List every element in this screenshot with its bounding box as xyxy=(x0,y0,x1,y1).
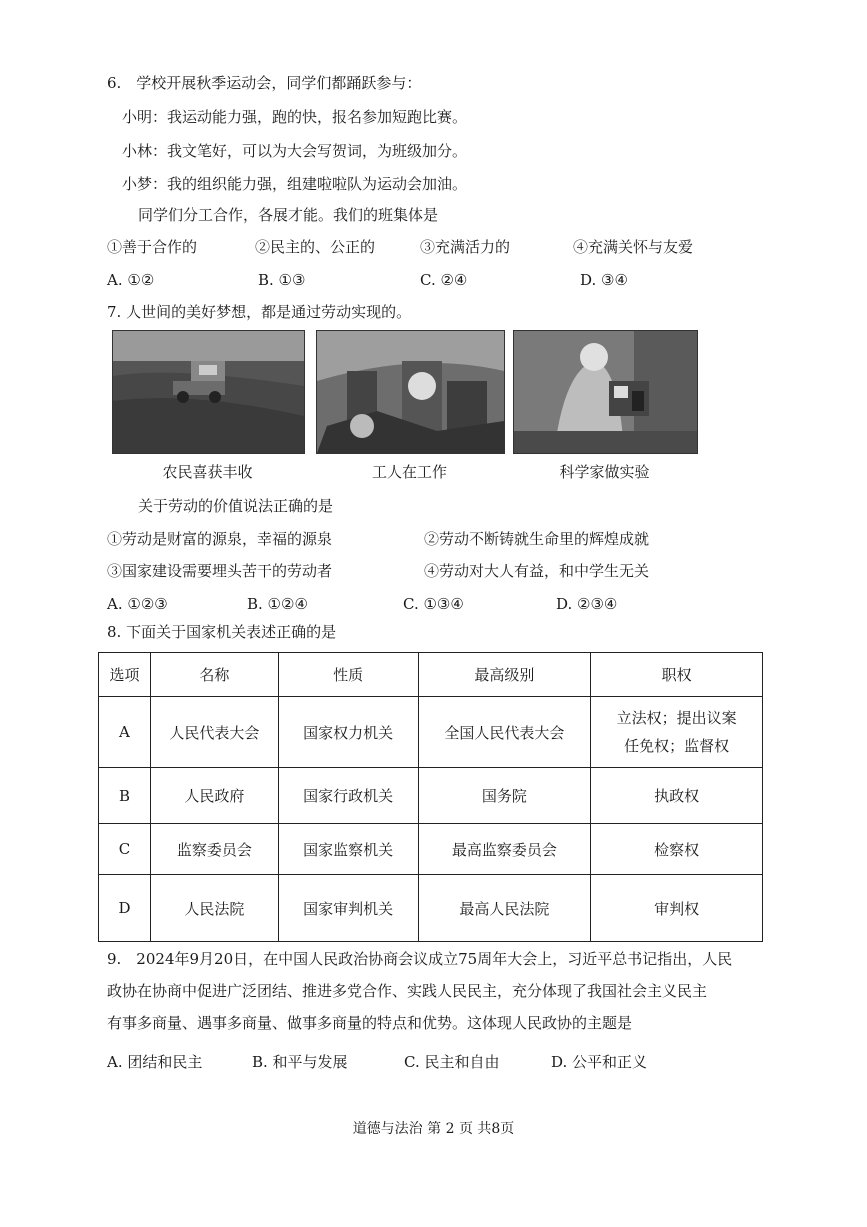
q6-statement-4: ④充满关怀与友爱 xyxy=(573,238,694,256)
q6-option-c[interactable]: C. ②④ xyxy=(420,271,468,289)
q9-text xyxy=(107,945,787,1037)
page-footer: 道德与法治 第 2 页 共8页 xyxy=(352,1121,515,1137)
row-highest: 国务院 xyxy=(418,768,591,824)
row-nature: 国家权力机关 xyxy=(278,697,418,768)
q6-statement-3: ③充满活力的 xyxy=(420,238,511,256)
worker-photo xyxy=(316,330,505,454)
q6-xiaolin: 小林：我文笔好，可以为大会写贺词，为班级加分。 xyxy=(122,142,468,160)
q6-option-a[interactable]: A. ①② xyxy=(107,271,155,289)
row-option: D xyxy=(99,875,151,942)
q7-stem: 7. 人世间的美好梦想，都是通过劳动实现的。 xyxy=(107,303,412,321)
row-duty: 检察权 xyxy=(591,824,763,875)
state-organs-table xyxy=(98,652,763,942)
row-highest: 最高人民法院 xyxy=(418,875,591,942)
row-duty-line1: 立法权；提出议案 xyxy=(616,709,737,727)
q8-stem: 8. 下面关于国家机关表述正确的是 xyxy=(107,623,337,641)
row-option: B xyxy=(99,768,151,824)
table-row xyxy=(99,824,763,875)
caption-scientist: 科学家做实验 xyxy=(559,463,650,481)
row-option: C xyxy=(99,824,151,875)
q9-option-b[interactable]: B. 和平与发展 xyxy=(252,1053,348,1071)
row-name: 人民代表大会 xyxy=(150,697,278,768)
q6-option-b[interactable]: B. ①③ xyxy=(258,271,306,289)
q6-xiaomeng: 小梦：我的组织能力强，组建啦啦队为运动会加油。 xyxy=(122,175,468,193)
q7-option-c[interactable]: C. ①③④ xyxy=(403,595,464,613)
q6-xiaoming: 小明：我运动能力强，跑的快，报名参加短跑比赛。 xyxy=(122,108,468,126)
q6-statement-2: ②民主的、公正的 xyxy=(255,238,376,256)
caption-worker: 工人在工作 xyxy=(371,463,447,481)
table-row xyxy=(99,768,763,824)
q6-question: 同学们分工合作，各展才能。我们的班集体是 xyxy=(138,206,439,224)
q9-option-a[interactable]: A. 团结和民主 xyxy=(107,1053,203,1071)
header-option: 选项 xyxy=(99,653,151,697)
q7-statement-2: ②劳动不断铸就生命里的辉煌成就 xyxy=(424,530,650,548)
header-duty: 职权 xyxy=(591,653,763,697)
row-name: 人民政府 xyxy=(150,768,278,824)
caption-farmer: 农民喜获丰收 xyxy=(162,463,253,481)
row-nature: 国家监察机关 xyxy=(278,824,418,875)
q9-line-1: 9. 2024年9月20日，在中国人民政治协商会议成立75周年大会上，习近平总书记指出，人民 xyxy=(107,950,733,968)
q7-question: 关于劳动的价值说法正确的是 xyxy=(138,497,334,515)
row-nature: 国家行政机关 xyxy=(278,768,418,824)
table-row xyxy=(99,697,763,768)
row-duty-line2: 任免权；监督权 xyxy=(624,737,730,755)
row-duty: 执政权 xyxy=(591,768,763,824)
q7-option-a[interactable]: A. ①②③ xyxy=(107,595,168,613)
table-row xyxy=(99,875,763,942)
q7-statement-3: ③国家建设需要埋头苦干的劳动者 xyxy=(107,562,333,580)
row-name: 监察委员会 xyxy=(150,824,278,875)
row-name: 人民法院 xyxy=(150,875,278,942)
farmer-harvest-photo xyxy=(112,330,305,454)
q6-option-d[interactable]: D. ③④ xyxy=(580,271,628,289)
q9-option-c[interactable]: C. 民主和自由 xyxy=(404,1053,500,1071)
q9-line-3: 有事多商量、遇事多商量、做事多商量的特点和优势。这体现人民政协的主题是 xyxy=(107,1014,633,1032)
header-nature: 性质 xyxy=(278,653,418,697)
header-name: 名称 xyxy=(150,653,278,697)
scientist-photo xyxy=(513,330,698,454)
header-highest: 最高级别 xyxy=(418,653,591,697)
row-duty xyxy=(591,697,763,768)
q9-option-d[interactable]: D. 公平和正义 xyxy=(551,1053,648,1071)
table-header-row xyxy=(99,653,763,697)
row-duty: 审判权 xyxy=(591,875,763,942)
q9-line-2: 政协在协商中促进广泛团结、推进多党合作、实践人民民主，充分体现了我国社会主义民主 xyxy=(107,982,708,1000)
q7-statement-4: ④劳动对大人有益，和中学生无关 xyxy=(424,562,650,580)
row-highest: 最高监察委员会 xyxy=(418,824,591,875)
row-nature: 国家审判机关 xyxy=(278,875,418,942)
row-option: A xyxy=(99,697,151,768)
q7-statement-1: ①劳动是财富的源泉，幸福的源泉 xyxy=(107,530,333,548)
q7-option-d[interactable]: D. ②③④ xyxy=(556,595,618,613)
row-highest: 全国人民代表大会 xyxy=(418,697,591,768)
q6-statement-1: ①善于合作的 xyxy=(107,238,198,256)
q6-stem: 6. 学校开展秋季运动会，同学们都踊跃参与： xyxy=(107,74,422,92)
q7-option-b[interactable]: B. ①②④ xyxy=(247,595,308,613)
